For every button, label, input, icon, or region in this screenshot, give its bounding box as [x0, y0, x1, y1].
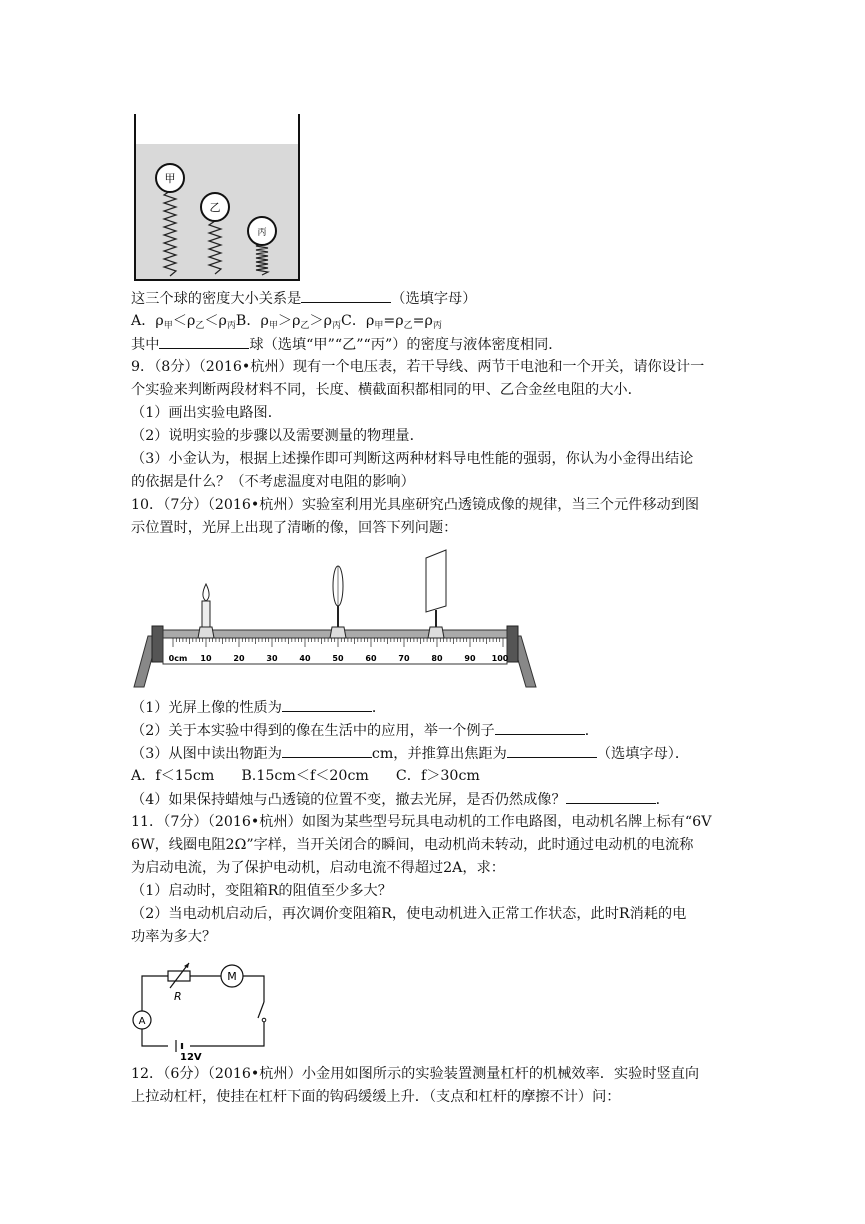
- switch: [258, 1002, 264, 1018]
- tick-label-100: 100: [491, 654, 509, 663]
- tick-label-60: 60: [365, 654, 377, 663]
- q11-line1: 11．（7分）（2016•杭州）如图为某些型号玩具电动机的工作电路图，电动机名牌上标有“6V: [131, 814, 712, 830]
- tick-label-90: 90: [464, 654, 476, 663]
- tick-label-70: 70: [398, 654, 410, 663]
- wire-top-right: [243, 976, 264, 1002]
- q12-line2: 上拉动杠杆，使挂在杠杆下面的钩码缓缓上升．（支点和杠杆的摩擦不计）问：: [131, 1089, 621, 1105]
- q10-options: A．f＜15cm B.15cm＜f＜20cm C．f＞30cm: [131, 768, 480, 784]
- q10-sub3: （3）从图中读出物距为 cm，并推算出焦距为 （选填字母）．: [131, 743, 689, 764]
- q8-line3: 其中 球（选填“甲”“乙”“丙”）的密度与液体密度相同．: [131, 334, 562, 355]
- tick-label-50: 50: [332, 654, 344, 663]
- candle-body: [202, 601, 210, 627]
- lens-holder: [330, 627, 346, 638]
- wire-top-left: [142, 976, 168, 1012]
- wire-bottom-right: [190, 1020, 264, 1046]
- q10-sub1: （1）光屏上像的性质为 ．: [131, 697, 386, 718]
- tick-label-30: 30: [266, 654, 278, 663]
- ball-bing-label: 丙: [257, 228, 267, 238]
- q10-blank3[interactable]: [282, 743, 372, 758]
- q10-blank4[interactable]: [507, 743, 597, 758]
- q9-sub2: （2）说明实验的步骤以及需要测量的物理量．: [131, 428, 424, 444]
- q8-blank2[interactable]: [159, 334, 249, 349]
- q12-line1: 12．（6分）（2016•杭州）小金用如图所示的实验装置测量杠杆的机械效率．实验时竖直向: [131, 1066, 700, 1082]
- candle-flame: [203, 584, 209, 601]
- q8-options: A．$\rho_甲<\rho_乙<\rho_丙B$．$\rho_甲>\rho_乙>\rho_丙C$．$\rho_甲=\rho_乙=\rho_丙$: [131, 313, 442, 331]
- q11-line2: 6W，线圈电阻2Ω”字样，当开关闭合的瞬间，电动机尚未转动，此时通过电动机的电流称: [131, 837, 694, 853]
- ammeter-label: A: [138, 1016, 146, 1027]
- q11-line3: 为启动电流，为了保护电动机，启动电流不得超过2A，求：: [131, 860, 505, 876]
- screen-holder: [428, 627, 444, 638]
- tick-label-0: 0cm: [168, 654, 188, 663]
- bench-end-left: [152, 626, 163, 662]
- q9-sub3b: 的依据是什么？（不考虑温度对电阻的影响）: [131, 474, 415, 490]
- circuit-figure: [128, 958, 278, 1060]
- screen-panel: [426, 550, 446, 612]
- tick-label-80: 80: [431, 654, 443, 663]
- optical-bench-figure: [130, 546, 550, 692]
- q10-blank5[interactable]: [566, 789, 656, 804]
- q10-blank2[interactable]: [495, 720, 585, 735]
- q9-line2: 个实验来判断两段材料不同，长度、横截面积都相同的甲、乙合金丝电阻的大小．: [131, 382, 642, 398]
- candle: [198, 584, 214, 638]
- q9-sub3a: （3）小金认为，根据上述操作即可判断这两种材料导电性能的强弱，你认为小金得出结论: [131, 451, 694, 467]
- q10-blank1[interactable]: [282, 697, 372, 712]
- q8-blank1[interactable]: [301, 288, 391, 303]
- q10-line2: 示位置时，光屏上出现了清晰的像，回答下列问题：: [131, 520, 458, 536]
- motor-label: M: [227, 970, 237, 983]
- beaker-figure: [125, 108, 305, 284]
- q10-sub4: （4）如果保持蜡烛与凸透镜的位置不变，撤去光屏，是否仍然成像？ ．: [131, 789, 670, 810]
- ball-yi-label: 乙: [209, 201, 221, 214]
- resistor-arrow: [184, 963, 189, 968]
- light-screen: [426, 550, 446, 638]
- resistor-label: R: [174, 990, 182, 1003]
- q11-sub2b: 功率为多大？: [131, 929, 217, 945]
- q10-line1: 10．（7分）（2016•杭州）实验室利用光具座研究凸透镜成像的规律，当三个元件移动到图: [131, 497, 700, 513]
- q9-line1: 9．（8分）（2016•杭州）现有一个电压表，若干导线、两节干电池和一个开关，请你设计一: [131, 359, 705, 375]
- bench-end-right: [507, 626, 518, 662]
- ball-jia-label: 甲: [164, 172, 176, 185]
- q11-sub1: （1）启动时，变阻箱R的阻值至少多大？: [131, 883, 392, 899]
- tick-label-10: 10: [200, 654, 212, 663]
- voltage-label: 12V: [180, 1052, 202, 1060]
- tick-label-20: 20: [233, 654, 245, 663]
- q9-sub1: （1）画出实验电路图．: [131, 405, 282, 421]
- switch-contact: [262, 1018, 266, 1022]
- lens: [330, 566, 346, 638]
- q11-sub2a: （2）当电动机启动后，再次调价变阻箱R，使电动机进入正常工作状态，此时R消耗的电: [131, 906, 687, 922]
- q8-line1: 这三个球的密度大小关系是 （选填字母）: [131, 288, 476, 309]
- tick-label-40: 40: [299, 654, 311, 663]
- q10-sub2: （2）关于本实验中得到的像在生活中的应用，举一个例子 ．: [131, 720, 599, 741]
- candle-holder: [198, 627, 214, 638]
- wire-bottom-left: [142, 1028, 168, 1046]
